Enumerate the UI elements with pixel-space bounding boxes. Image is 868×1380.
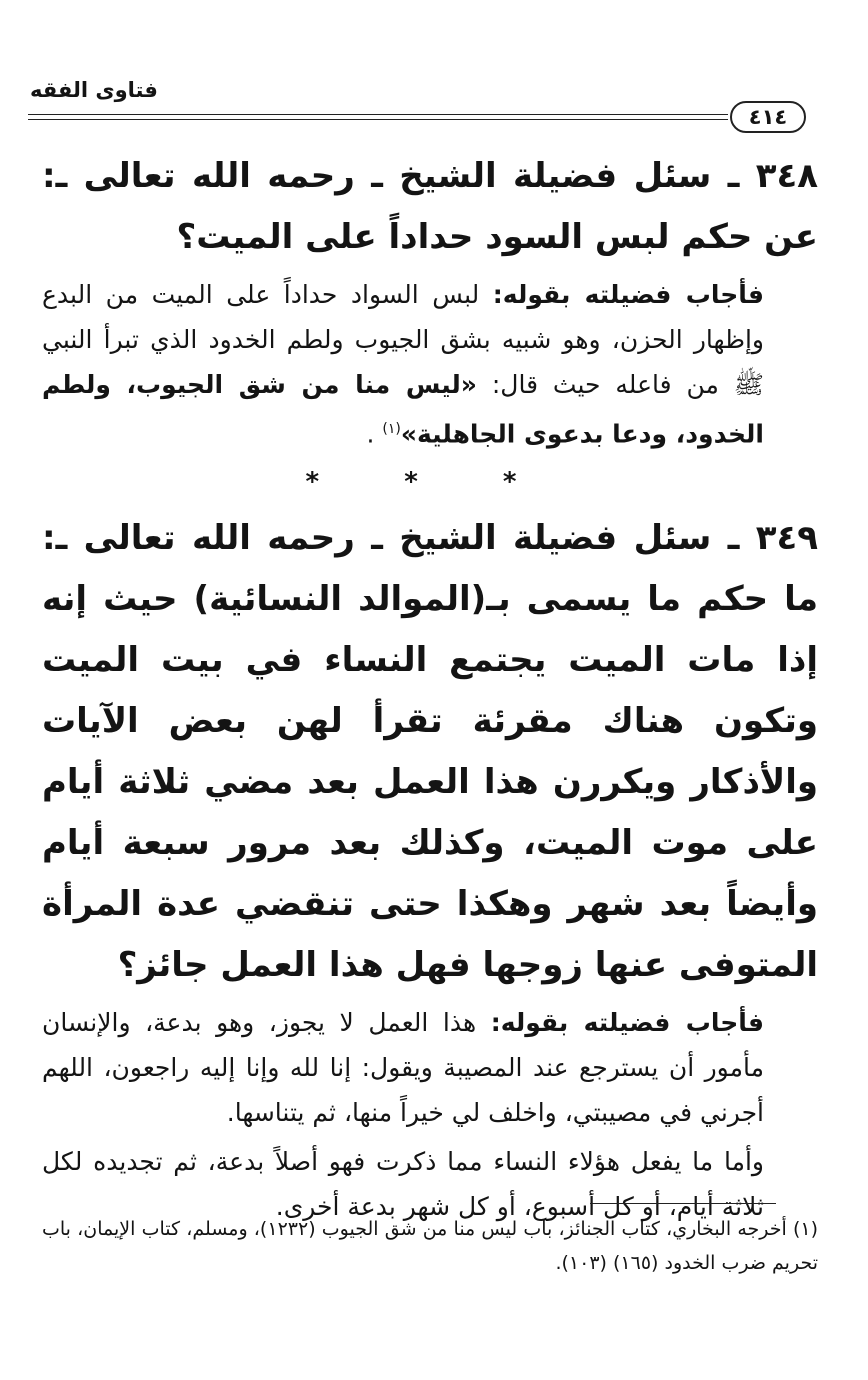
answer-348 [42, 272, 818, 456]
header-rule-top [28, 114, 728, 115]
answer-text: لبس السواد حداداً على الميت من البدع وإظهار الحزن، وهو شبيه بشق الجيوب ولطم الخدود الذي تبرأ النبي ﷺ من فاعله حيث قال: [42, 280, 764, 399]
hadith-quote: «ليس منا من شق الجيوب، ولطم الخدود، ودعا بدعوى الجاهلية» [42, 370, 764, 449]
answer-lead: فأجاب فضيلته بقوله: [490, 1008, 764, 1038]
answer-end: . [366, 419, 383, 449]
header-rule-bottom [28, 119, 728, 120]
answer-lead: فأجاب فضيلته بقوله: [492, 280, 764, 309]
question-348: ٣٤٨ ـ سئل فضيلة الشيخ ـ رحمه الله تعالى ـ: عن حكم لبس السود حداداً على الميت؟ [42, 156, 818, 257]
answer-349-paragraph-2: وأما ما يفعل هؤلاء النساء مما ذكرت فهو أصلاً بدعة، ثم تجديده لكل ثلاثة أيام، أو كل أسبوع، أو كل شهر بدعة أخرى. [42, 1147, 764, 1222]
section-separator: * * * [305, 467, 555, 498]
answer-text: هذا العمل لا يجوز، وهو بدعة، والإنسان مأمور أن يسترجع عند المصيبة ويقول: إنا لله وإنا إليه راجعون، اللهم أجرني في مصيبتي، واخلف لي خيراً منها، ثم يتناسها. [42, 1008, 764, 1128]
answer-349 [42, 1000, 818, 1135]
question-349: ٣٤٩ ـ سئل فضيلة الشيخ ـ رحمه الله تعالى ـ: ما حكم ما يسمى بـ(الموالد النسائية) حيث إنه إذا مات الميت يجتمع النساء في بيت الميت وتكون هناك مقرئة تقرأ لهن بعض الآيات والأذكار ويكررن هذا العمل بعد مضي ثلاثة أيام على موت الميت، وكذلك بعد مرور سبعة أيام وأيضاً بعد شهر وهكذا حتى تنقضي عدة المرأة المتوفى عنها زوجها فهل هذا العمل جائز؟ [42, 518, 818, 986]
page-number: ٤١٤ [730, 101, 806, 133]
running-title: فتاوى الفقه [30, 78, 158, 102]
footnote-ref: (١) [382, 421, 401, 437]
footnote: (١) أخرجه البخاري، كتاب الجنائز، باب ليس منا من شق الجيوب (١٢٣٢)، ومسلم، كتاب الإيمان، باب تحريم ضرب الخدود (١٦٥) (١٠٣). [42, 1218, 818, 1274]
main-text [42, 146, 818, 1229]
footnote-rule [590, 1203, 776, 1204]
